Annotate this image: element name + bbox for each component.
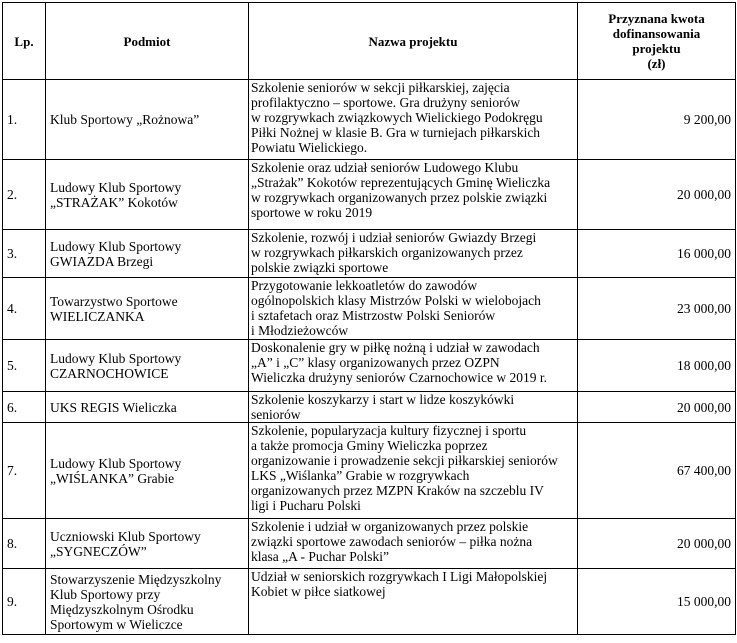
cell-podmiot (46, 423, 249, 519)
podmiot-line: UKS REGIS Wieliczka (50, 399, 177, 415)
header-podmiot: Podmiot (46, 3, 249, 80)
podmiot-line: „WIŚLANKA” Grabie (50, 470, 175, 486)
cell-kwota: 18 000,00 (578, 340, 736, 392)
projekt-line: LKS „Wiślanka” Grabie w rozgrywkach (251, 468, 470, 483)
table-row (3, 160, 736, 230)
projekt-line: organizowanie i prowadzenie sekcji piłkarskiej seniorów (251, 453, 558, 468)
projekt-line: związki sportowe zawodach seniorów – piłka nożna (251, 534, 533, 549)
cell-lp: 3. (3, 230, 46, 278)
cell-podmiot (46, 278, 249, 340)
podmiot-line: Uczniowski Klub Sportowy (50, 528, 201, 544)
projekt-line: Szkolenie i udział w organizowanych przez polskie (251, 519, 529, 534)
cell-lp: 8. (3, 519, 46, 569)
cell-kwota: 15 000,00 (578, 569, 736, 635)
projekt-line: „Strażak” Kokotów reprezentujących Gminę Wieliczka (251, 175, 551, 190)
table-row (3, 340, 736, 392)
projekt-line: klasa „A - Puchar Polski” (251, 549, 389, 564)
cell-lp: 9. (3, 569, 46, 635)
cell-lp: 5. (3, 340, 46, 392)
cell-nazwa-projektu (249, 278, 578, 340)
table-row (3, 80, 736, 160)
projekt-line: Piłki Nożnej w klasie B. Gra w turniejach piłkarskich (251, 125, 541, 140)
projekt-line: „A” i „C” klasy organizowanych przez OZPN (251, 355, 500, 370)
cell-lp: 4. (3, 278, 46, 340)
podmiot-line: Ludowy Klub Sportowy (50, 350, 182, 366)
cell-podmiot (46, 340, 249, 392)
projekt-line: i sztafetach oraz Mistrzostw Polski Seniorów (251, 308, 496, 323)
table-row (3, 278, 736, 340)
cell-nazwa-projektu (249, 160, 578, 230)
podmiot-line: Ludowy Klub Sportowy (50, 238, 182, 254)
projekt-line: sportowe w roku 2019 (251, 205, 373, 220)
projekt-line: Doskonalenie gry w piłkę nożną i udział w zawodach (251, 340, 540, 355)
projekt-line: Szkolenie, rozwój i udział seniorów Gwiazdy Brzegi (251, 230, 537, 245)
cell-podmiot (46, 160, 249, 230)
table-row (3, 230, 736, 278)
podmiot-line: CZARNOCHOWICE (50, 365, 169, 381)
table-row (3, 519, 736, 569)
projekt-line: seniorów (251, 407, 301, 422)
projekt-line: profilaktyczno – sportowe. Gra drużyny seniorów (251, 95, 521, 110)
podmiot-line: Stowarzyszenie Międzyszkolny (50, 571, 222, 587)
cell-nazwa-projektu (249, 569, 578, 635)
header-nazwa-projektu: Nazwa projektu (249, 3, 578, 80)
projekt-line: organizowanych przez MZPN Kraków na szczeblu IV (251, 483, 544, 498)
projekt-line: Szkolenie oraz udział seniorów Ludowego Klubu (251, 160, 519, 175)
table-row (3, 569, 736, 635)
table-row (3, 423, 736, 519)
podmiot-line: Klub Sportowy „Rożnowa” (50, 112, 200, 127)
cell-nazwa-projektu (249, 340, 578, 392)
projekt-line: a także promocja Gminy Wieliczka poprzez (251, 438, 488, 453)
cell-lp: 7. (3, 423, 46, 519)
table-row (3, 392, 736, 423)
cell-kwota: 23 000,00 (578, 278, 736, 340)
header-kwota-line: (zł) (647, 56, 666, 71)
cell-podmiot (46, 569, 249, 635)
podmiot-line: WIELICZANKA (50, 308, 145, 324)
projekt-line: Szkolenie koszykarzy i start w lidze koszykówki (251, 392, 515, 407)
projekt-line: Wieliczka drużyny seniorów Czarnochowice w 2019 r. (251, 370, 547, 385)
cell-lp: 6. (3, 392, 46, 423)
projekt-line: w rozgrywkach piłkarskich organizowanych przez (251, 245, 523, 260)
header-lp: Lp. (3, 3, 46, 80)
projekt-line: Przygotowanie lekkoatletów do zawodów (251, 278, 478, 293)
header-kwota-line: projektu (632, 41, 681, 56)
podmiot-line: Międzyszkolnym Ośrodku (50, 601, 194, 617)
cell-kwota: 9 200,00 (578, 80, 736, 160)
projekt-line: polskie związki sportowe (251, 260, 389, 275)
projekt-line: w rozgrywkach organizowanych przez polskie związki (251, 190, 548, 205)
projekt-line: Udział w seniorskich rozgrywkach I Ligi Małopolskiej (251, 569, 548, 584)
podmiot-line: „SYGNECZÓW” (50, 543, 147, 559)
cell-kwota: 67 400,00 (578, 423, 736, 519)
cell-nazwa-projektu (249, 392, 578, 423)
projekt-line: Kobiet w piłce siatkowej (251, 584, 386, 599)
podmiot-line: Sportowym w Wieliczce (50, 616, 183, 632)
cell-kwota: 20 000,00 (578, 392, 736, 423)
podmiot-line: Ludowy Klub Sportowy (50, 179, 182, 195)
cell-podmiot (46, 519, 249, 569)
cell-nazwa-projektu (249, 230, 578, 278)
projekt-line: i Młodzieżowców (251, 323, 349, 338)
projekt-line: Powiatu Wielickiego. (251, 140, 368, 155)
cell-nazwa-projektu (249, 80, 578, 160)
projekt-line: ogólnopolskich klasy Mistrzów Polski w wielobojach (251, 293, 541, 308)
cell-nazwa-projektu (249, 423, 578, 519)
header-kwota-line: Przyznana kwota (608, 11, 705, 26)
podmiot-line: GWIAZDA Brzegi (50, 253, 154, 269)
podmiot-line: „STRAŻAK” Kokotów (50, 194, 178, 210)
projekt-line: w rozgrywkach związkowych Wielickiego Podokręgu (251, 110, 543, 125)
cell-kwota: 16 000,00 (578, 230, 736, 278)
cell-nazwa-projektu (249, 519, 578, 569)
podmiot-line: Klub Sportowy przy (50, 586, 161, 602)
cell-podmiot (46, 392, 249, 423)
cell-lp: 2. (3, 160, 46, 230)
cell-podmiot (46, 230, 249, 278)
podmiot-line: Towarzystwo Sportowe (50, 293, 178, 309)
cell-kwota: 20 000,00 (578, 519, 736, 569)
header-row (3, 3, 736, 80)
projekt-line: Szkolenie, popularyzacja kultury fizycznej i sportu (251, 423, 527, 438)
header-kwota-line: dofinansowania (612, 26, 701, 41)
projekt-line: Szkolenie seniorów w sekcji piłkarskiej, zajęcia (251, 80, 510, 95)
projekt-line: ligi i Pucharu Polski (251, 498, 361, 513)
header-kwota (578, 3, 736, 80)
podmiot-line: Ludowy Klub Sportowy (50, 455, 182, 471)
cell-kwota: 20 000,00 (578, 160, 736, 230)
funding-table (2, 2, 736, 635)
cell-podmiot (46, 80, 249, 160)
cell-lp: 1. (3, 80, 46, 160)
